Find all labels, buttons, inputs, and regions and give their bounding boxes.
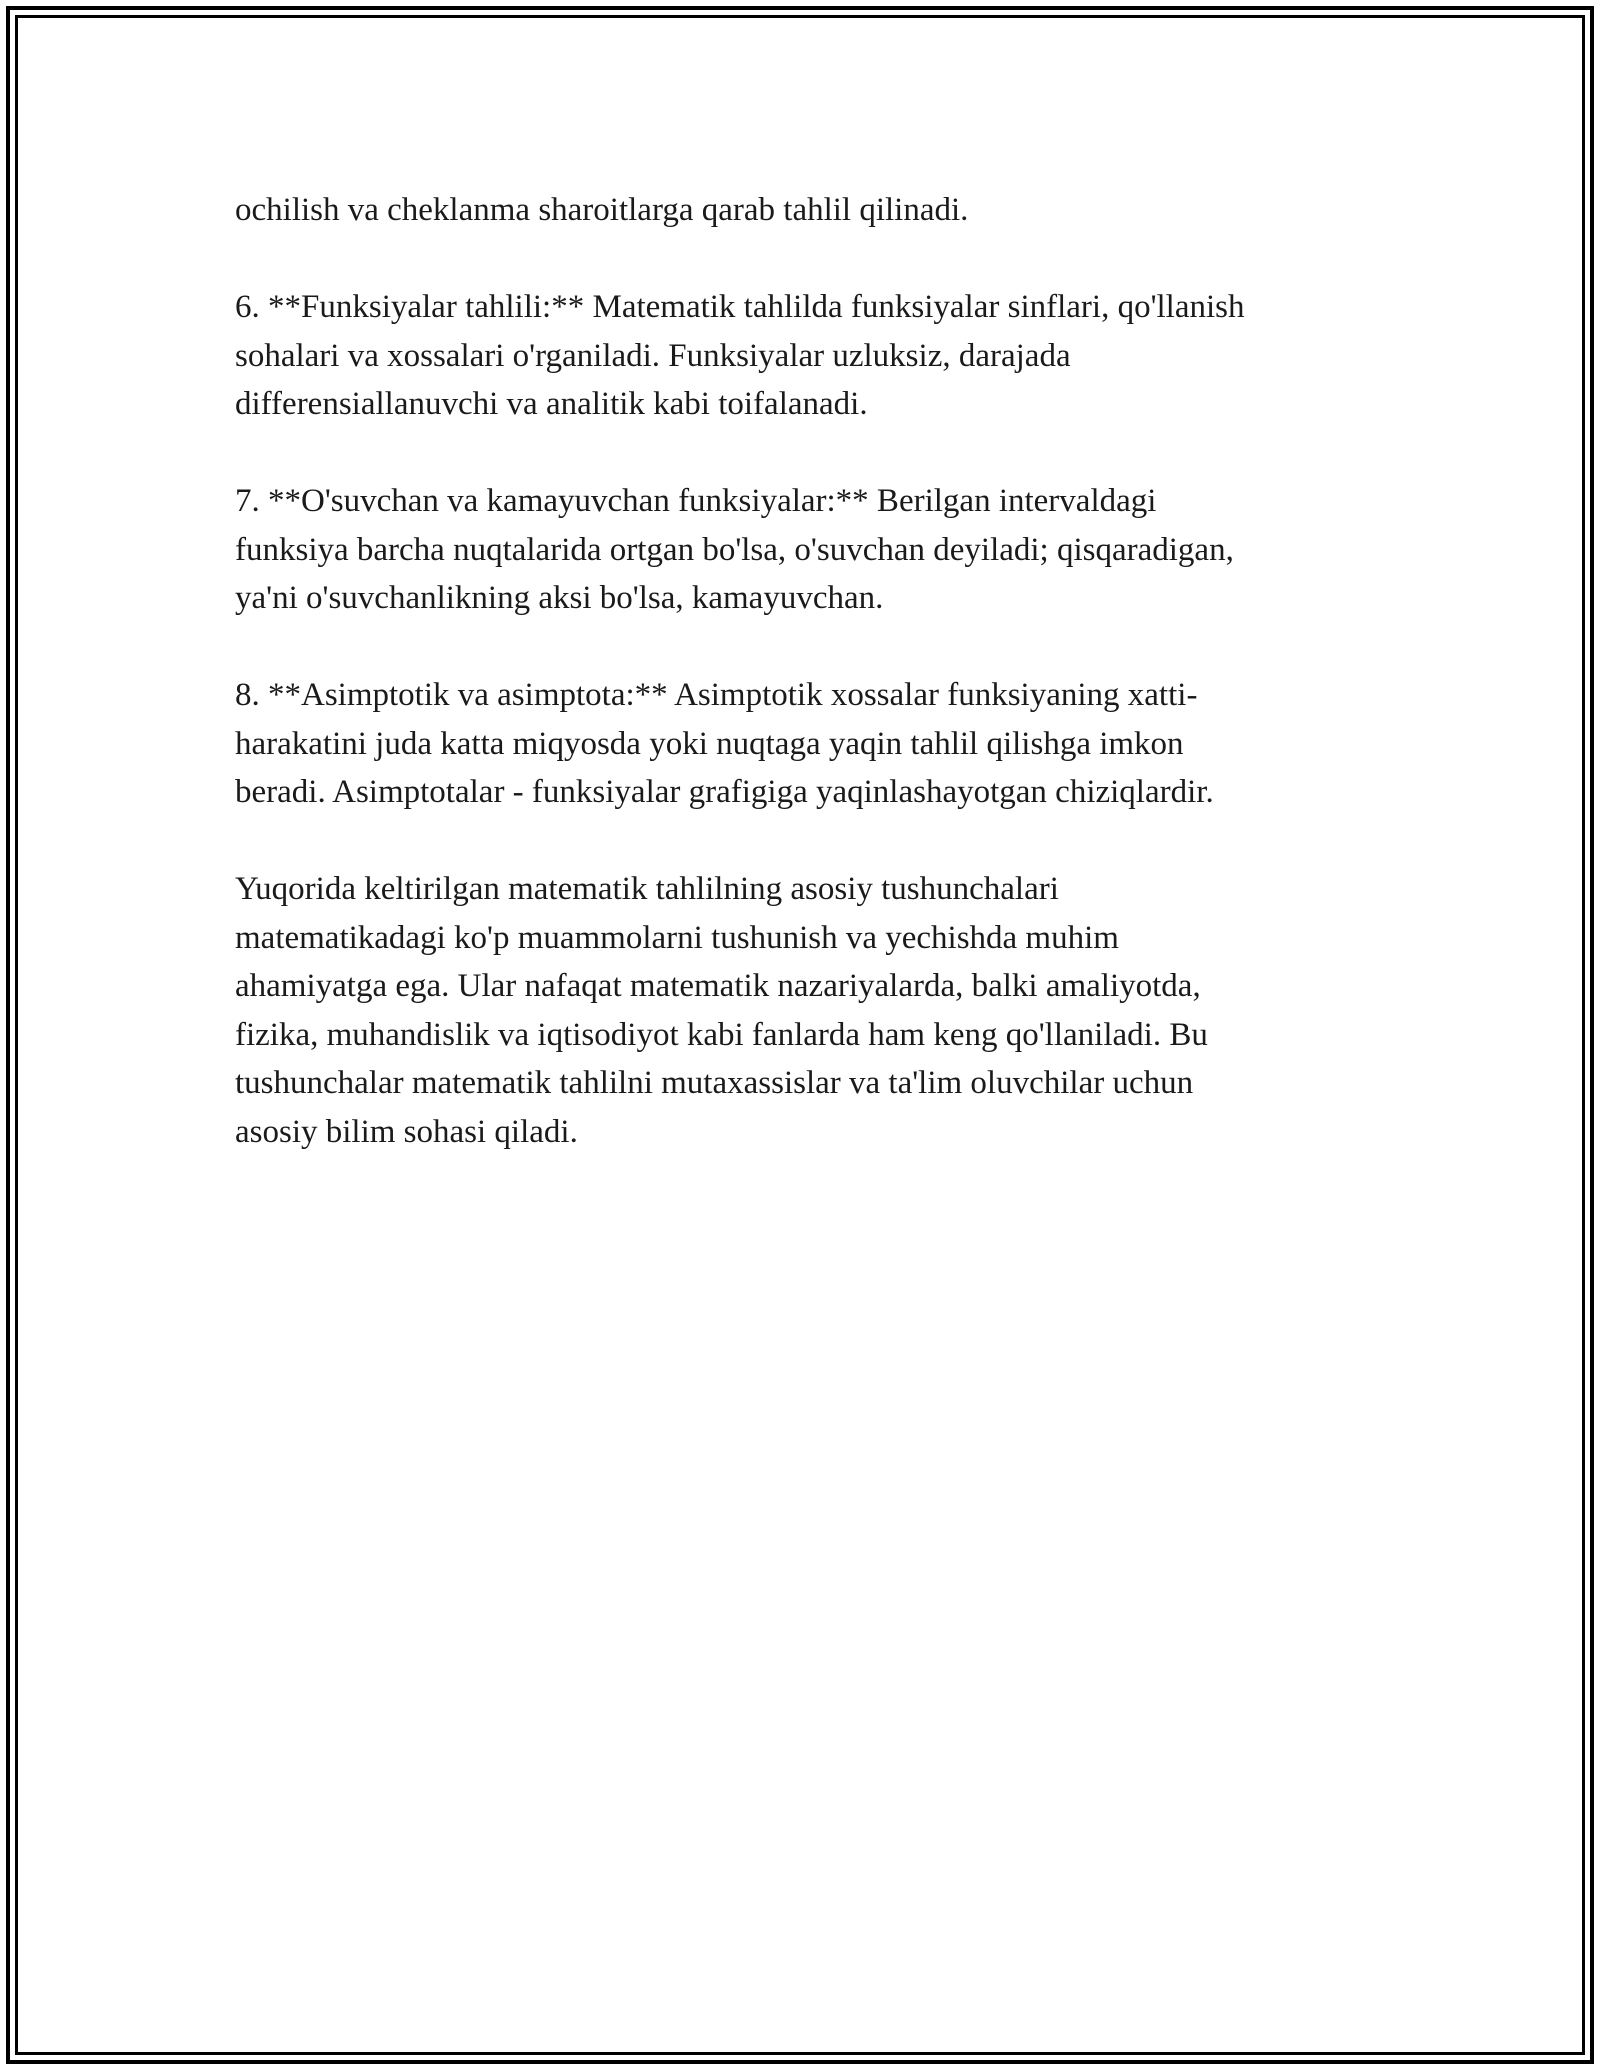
text-line: tushunchalar matematik tahlilni mutaxassislar va ta'lim oluvchilar uchun bbox=[235, 1065, 1194, 1101]
text-line: asosiy bilim sohasi qiladi. bbox=[235, 1113, 578, 1150]
text-line: ya'ni o'suvchanlikning aksi bo'lsa, kamayuvchan. bbox=[235, 580, 884, 616]
text-line: sohalari va xossalari o'rganiladi. Funksiyalar uzluksiz, darajada bbox=[235, 337, 1071, 374]
text-line: beradi. Asimptotalar - funksiyalar grafigiga yaqinlashayotgan chiziqlardir. bbox=[235, 774, 1214, 810]
text-line: funksiya barcha nuqtalarida ortgan bo'lsa, o'suvchan deyiladi; qisqaradigan, bbox=[235, 531, 1234, 568]
text-line: ahamiyatga ega. Ular nafaqat matematik nazariyalarda, balki amaliyotda, bbox=[235, 968, 1201, 1004]
text-line: ochilish va cheklanma sharoitlarga qarab tahlil qilinadi. bbox=[235, 192, 969, 228]
text-line: differensiallanuvchi va analitik kabi toifalanadi. bbox=[235, 386, 868, 422]
text-line: harakatini juda katta miqyosda yoki nuqtaga yaqin tahlil qilishga imkon bbox=[235, 725, 1184, 762]
text-line: fizika, muhandislik va iqtisodiyot kabi fanlarda ham keng qo'llaniladi. Bu bbox=[235, 1016, 1208, 1053]
text-line: matematikadagi ko'p muammolarni tushunish va yechishda muhim bbox=[235, 919, 1119, 956]
document-body bbox=[235, 186, 1395, 1205]
text-line: 6. **Funksiyalar tahlili:** Matematik tahlilda funksiyalar sinflari, qo'llanish bbox=[235, 289, 1245, 325]
paragraph-continuation bbox=[235, 186, 1395, 235]
paragraph-item-8 bbox=[235, 671, 1395, 817]
paragraph-item-6 bbox=[235, 283, 1395, 429]
text-line: 8. **Asimptotik va asimptota:** Asimptotik xossalar funksiyaning xatti- bbox=[235, 677, 1198, 713]
text-line: 7. **O'suvchan va kamayuvchan funksiyalar:** Berilgan intervaldagi bbox=[235, 483, 1157, 519]
paragraph-item-7 bbox=[235, 477, 1395, 623]
paragraph-conclusion bbox=[235, 865, 1395, 1156]
text-line: Yuqorida keltirilgan matematik tahlilning asosiy tushunchalari bbox=[235, 871, 1059, 907]
